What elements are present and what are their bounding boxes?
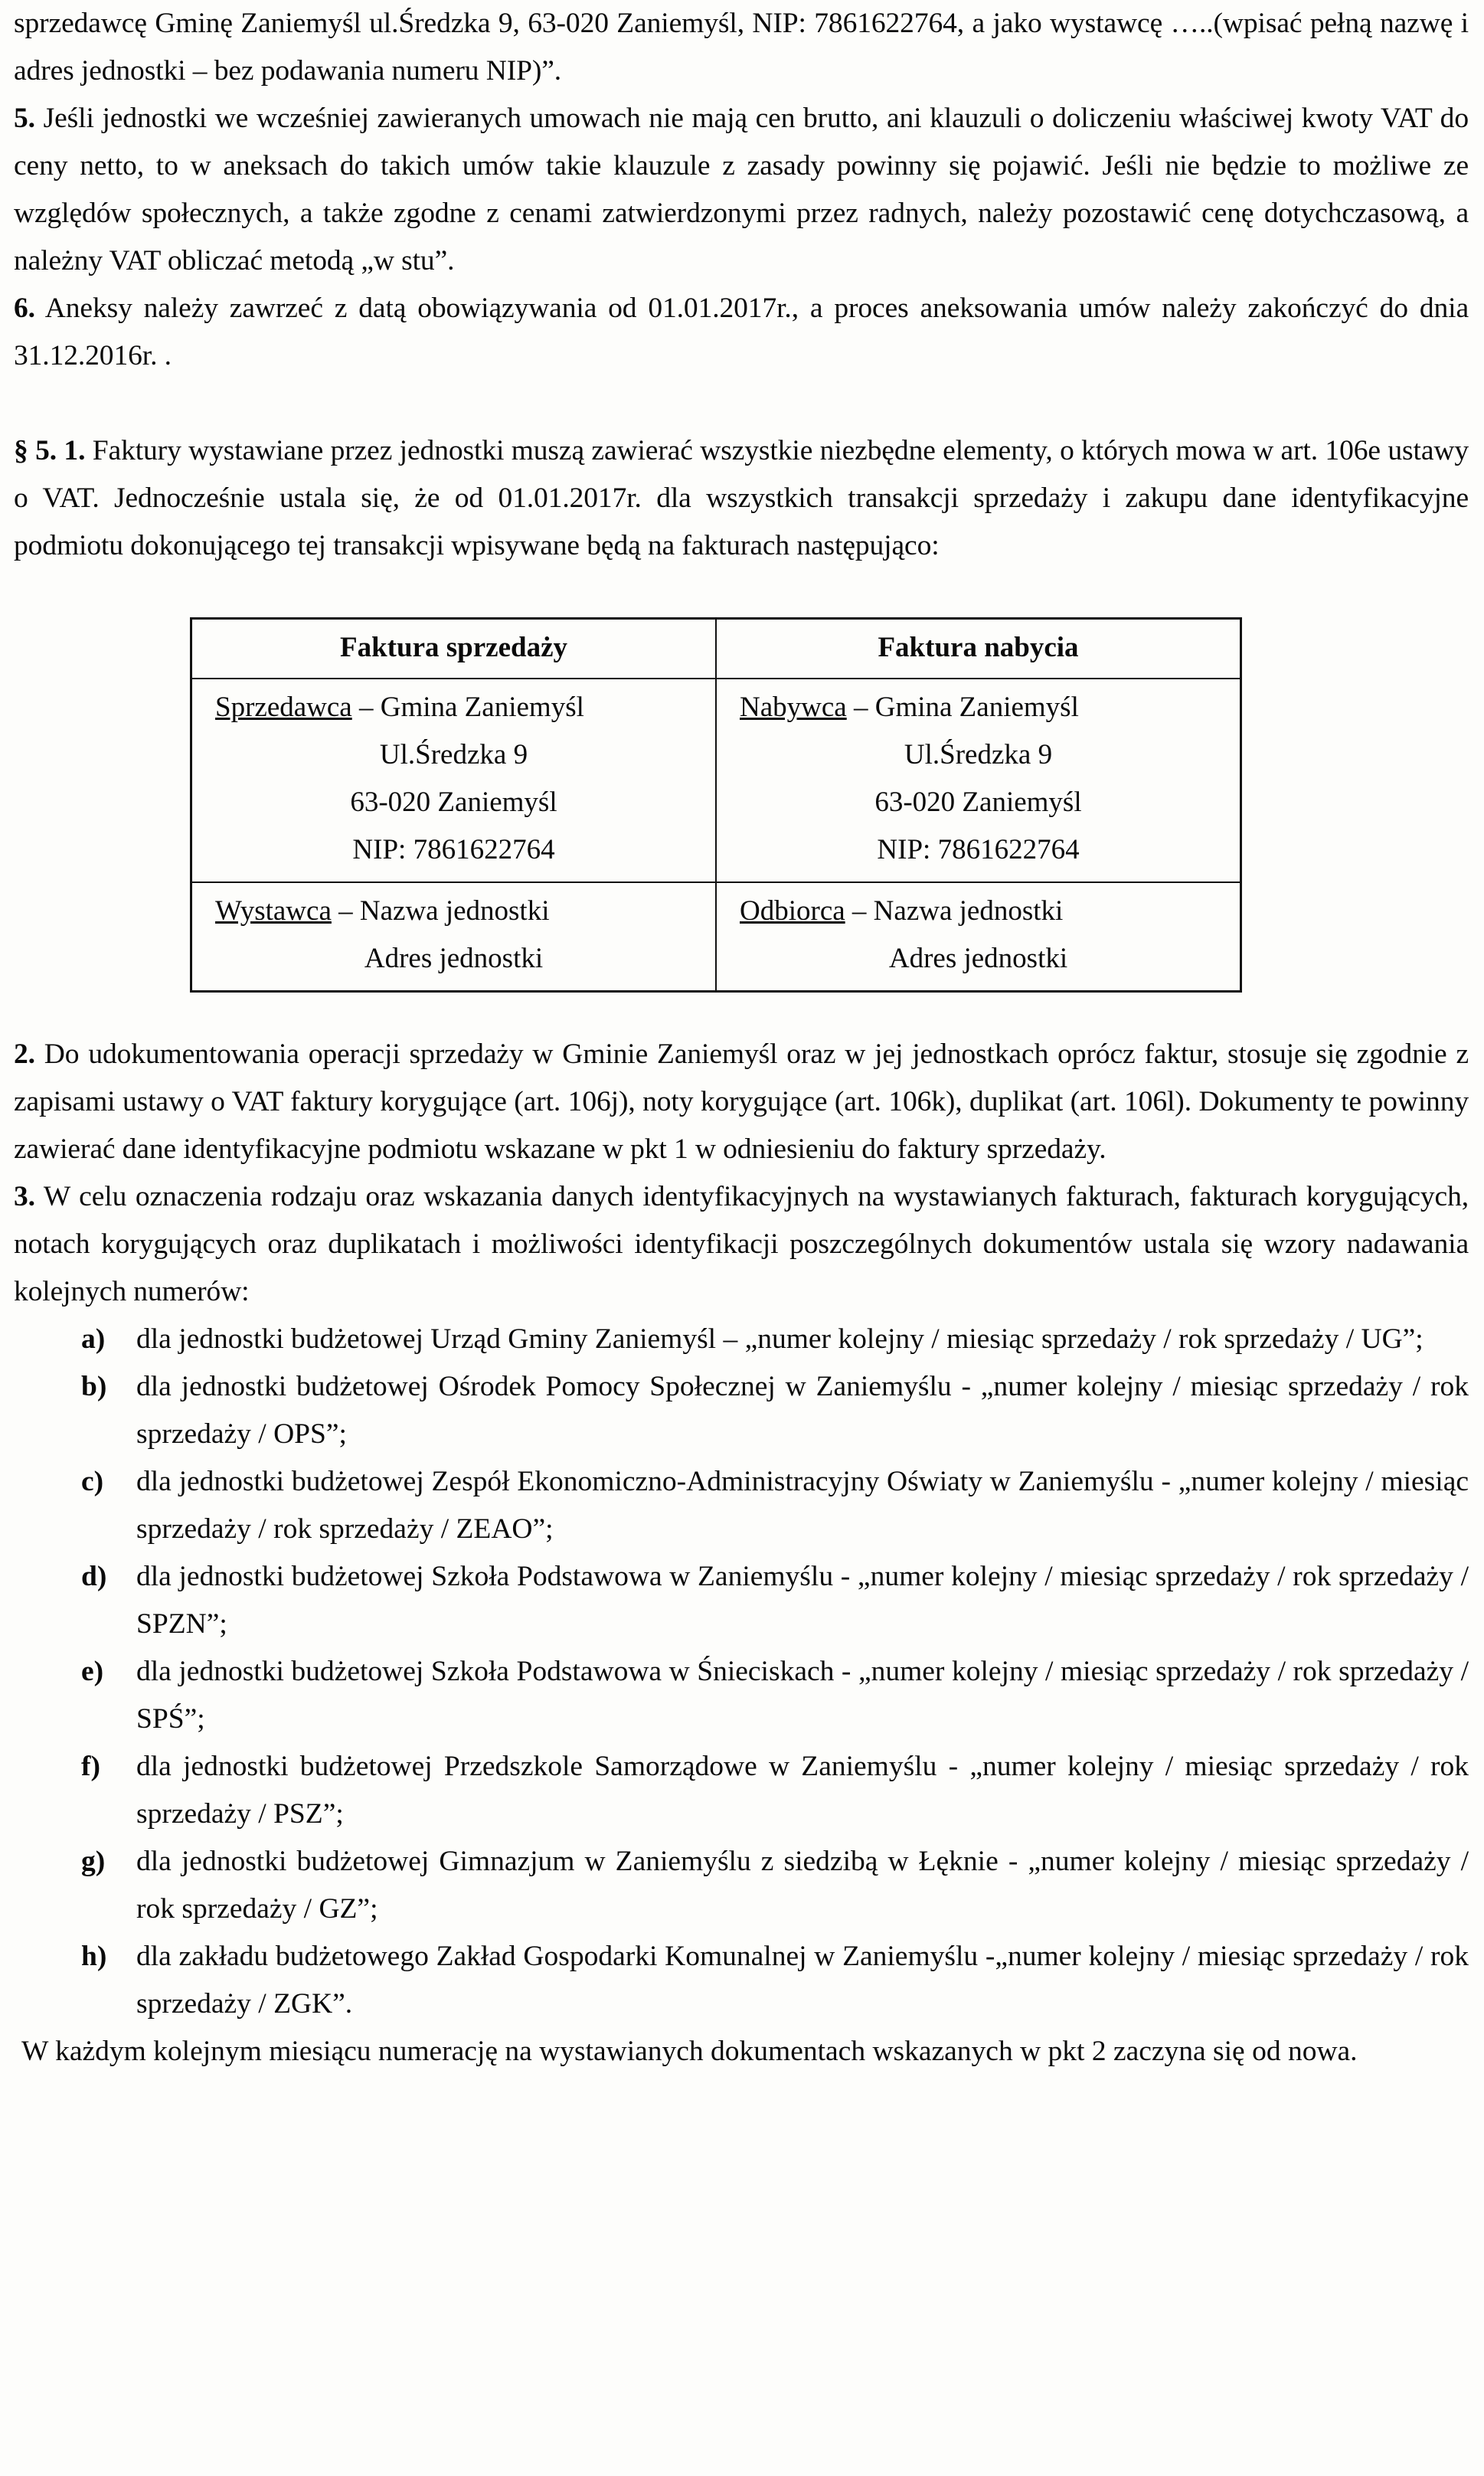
paragraph-3-number: 3. bbox=[14, 1181, 35, 1212]
list-item-text: dla jednostki budżetowej Zespół Ekonomiczno-Administracyjny Oświaty w Zaniemyślu - „numer kolejny / miesiąc sprzedaży / rok sprzedaży / ZEAO”; bbox=[136, 1466, 1469, 1545]
column-header-sale: Faktura sprzedaży bbox=[191, 619, 717, 679]
seller-label: Sprzedawca bbox=[215, 692, 352, 723]
recipient-label: Odbiorca bbox=[740, 895, 845, 927]
buyer-label: Nabywca bbox=[740, 692, 847, 723]
invoice-table-wrapper bbox=[14, 617, 1469, 993]
list-item-marker: h) bbox=[81, 1941, 107, 1972]
issuer-label: Wystawca bbox=[215, 895, 332, 927]
cell-sale-seller bbox=[191, 679, 717, 882]
list-item bbox=[14, 1933, 1469, 2028]
table-row bbox=[191, 882, 1241, 992]
invoice-table bbox=[190, 617, 1242, 993]
seller-street: Ul.Średzka 9 bbox=[379, 739, 528, 770]
list-item bbox=[14, 1553, 1469, 1648]
list-item bbox=[14, 1316, 1469, 1363]
spacer-before-table bbox=[14, 570, 1469, 617]
issuer-address: Adres jednostki bbox=[364, 943, 544, 974]
list-item-marker: g) bbox=[81, 1846, 106, 1877]
list-item-text: dla jednostki budżetowej Ośrodek Pomocy Społecznej w Zaniemyślu - „numer kolejny / miesiąc sprzedaży / rok sprzedaży / OPS”; bbox=[136, 1371, 1469, 1450]
list-item-marker: d) bbox=[81, 1561, 107, 1592]
list-item-marker: f) bbox=[81, 1751, 100, 1782]
cell-lead-line bbox=[192, 888, 715, 935]
section-5-paragraph-1 bbox=[14, 427, 1469, 570]
list-item bbox=[14, 1648, 1469, 1743]
paragraph-5 bbox=[14, 95, 1469, 285]
spacer bbox=[14, 380, 1469, 427]
list-item-text: dla jednostki budżetowej Urząd Gminy Zaniemyśl – „numer kolejny / miesiąc sprzedaży / rok sprzedaży / UG”; bbox=[136, 1323, 1424, 1355]
list-item-marker: e) bbox=[81, 1656, 104, 1687]
seller-name: – Gmina Zaniemyśl bbox=[351, 692, 584, 723]
numbering-rules-list bbox=[14, 1316, 1469, 2028]
list-item-marker: c) bbox=[81, 1466, 104, 1497]
paragraph-3-text: W celu oznaczenia rodzaju oraz wskazania danych identyfikacyjnych na wystawianych fakturach, fakturach korygujących, notach korygujących oraz duplikatach i możliwości identyfikacji poszczególnych dokumentów ustala się wzory nadawania kolejnych numerów: bbox=[14, 1181, 1469, 1307]
buyer-city: 63-020 Zaniemyśl bbox=[874, 787, 1082, 818]
paragraph-2-number: 2. bbox=[14, 1038, 35, 1070]
invoice-table-body bbox=[191, 679, 1241, 992]
list-item-text: dla zakładu budżetowego Zakład Gospodarki Komunalnej w Zaniemyślu -„numer kolejny / miesiąc sprzedaży / rok sprzedaży / ZGK”. bbox=[136, 1941, 1469, 2020]
section-5-text: Faktury wystawiane przez jednostki muszą zawierać wszystkie niezbędne elementy, o których mowa w art. 106e ustawy o VAT. Jednocześnie ustala się, że od 01.01.2017r. dla wszystkich transakcji sprzedaży i zakupu dane identyfikacyjne podmiotu dokonującego tej transakcji wpisywane będą na fakturach następująco: bbox=[14, 435, 1469, 561]
seller-city: 63-020 Zaniemyśl bbox=[350, 787, 557, 818]
list-item bbox=[14, 1458, 1469, 1553]
paragraph-6-text: Aneksy należy zawrzeć z datą obowiązywania od 01.01.2017r., a proces aneksowania umów należy zakończyć do dnia 31.12.2016r. . bbox=[14, 293, 1469, 371]
list-item-text: dla jednostki budżetowej Gimnazjum w Zaniemyślu z siedzibą w Łęknie - „numer kolejny / miesiąc sprzedaży / rok sprzedaży / GZ”; bbox=[136, 1846, 1469, 1925]
table-header-row bbox=[191, 619, 1241, 679]
paragraph-6-number: 6. bbox=[14, 293, 35, 324]
list-item bbox=[14, 1743, 1469, 1838]
list-item-text: dla jednostki budżetowej Szkoła Podstawowa w Zaniemyślu - „numer kolejny / miesiąc sprzedaży / rok sprzedaży / SPZN”; bbox=[136, 1561, 1469, 1640]
paragraph-2-text: Do udokumentowania operacji sprzedaży w Gminie Zaniemyśl oraz w jej jednostkach oprócz faktur, stosuje się zgodnie z zapisami ustawy o VAT faktury korygujące (art. 106j), noty korygujące (art. 106k), duplikat (art. 106l). Dokumenty te powinny zawierać dane identyfikacyjne podmiotu wskazane w pkt 1 w odniesieniu do faktury sprzedaży. bbox=[14, 1038, 1469, 1165]
list-item bbox=[14, 1838, 1469, 1933]
invoice-table-head bbox=[191, 619, 1241, 679]
cell-lead-line bbox=[717, 888, 1240, 935]
recipient-name: – Nazwa jednostki bbox=[845, 895, 1064, 927]
list-item bbox=[14, 1363, 1469, 1458]
spacer-after-table bbox=[14, 993, 1469, 1031]
seller-nip: NIP: 7861622764 bbox=[352, 834, 555, 865]
cell-lead-line bbox=[192, 684, 715, 731]
column-header-purchase: Faktura nabycia bbox=[716, 619, 1241, 679]
list-item-text: dla jednostki budżetowej Szkoła Podstawowa w Śnieciskach - „numer kolejny / miesiąc sprzedaży / rok sprzedaży / SPŚ”; bbox=[136, 1656, 1469, 1735]
table-row bbox=[191, 679, 1241, 882]
list-item-text: dla jednostki budżetowej Przedszkole Samorządowe w Zaniemyślu - „numer kolejny / miesiąc sprzedaży / rok sprzedaży / PSZ”; bbox=[136, 1751, 1469, 1830]
paragraph-2 bbox=[14, 1031, 1469, 1173]
paragraph-6 bbox=[14, 285, 1469, 380]
issuer-name: – Nazwa jednostki bbox=[331, 895, 550, 927]
page-content bbox=[14, 0, 1469, 2075]
closing-paragraph: W każdym kolejnym miesiącu numerację na wystawianych dokumentach wskazanych w pkt 2 zaczyna się od nowa. bbox=[21, 2036, 1358, 2067]
recipient-address: Adres jednostki bbox=[888, 943, 1068, 974]
list-item-marker: b) bbox=[81, 1371, 107, 1402]
cell-purchase-buyer bbox=[716, 679, 1241, 882]
buyer-street: Ul.Średzka 9 bbox=[904, 739, 1053, 770]
cell-sale-issuer bbox=[191, 882, 717, 992]
list-item-marker: a) bbox=[81, 1323, 106, 1355]
paragraph-5-text: Jeśli jednostki we wcześniej zawieranych umowach nie mają cen brutto, ani klauzuli o doliczeniu właściwej kwoty VAT do ceny netto, to w aneksach do takich umów takie klauzule z zasady powinny się pojawić. Jeśli nie będzie to możliwe ze względów społecznych, a także zgodne z cenami zatwierdzonymi przez radnych, należy pozostawić cenę dotychczasową, a należny VAT obliczać metodą „w stu”. bbox=[14, 103, 1469, 276]
paragraph-5-number: 5. bbox=[14, 103, 35, 134]
paragraph-3 bbox=[14, 1173, 1469, 1316]
cell-purchase-recipient bbox=[716, 882, 1241, 992]
cell-lead-line bbox=[717, 684, 1240, 731]
buyer-nip: NIP: 7861622764 bbox=[877, 834, 1080, 865]
section-5-number: § 5. 1. bbox=[14, 435, 86, 466]
buyer-name: – Gmina Zaniemyśl bbox=[846, 692, 1079, 723]
intro-paragraph: sprzedawcę Gminę Zaniemyśl ul.Średzka 9, 63-020 Zaniemyśl, NIP: 7861622764, a jako wystawcę …..(wpisać pełną nazwę i adres jednostki – bez podawania numeru NIP)”. bbox=[14, 8, 1469, 87]
